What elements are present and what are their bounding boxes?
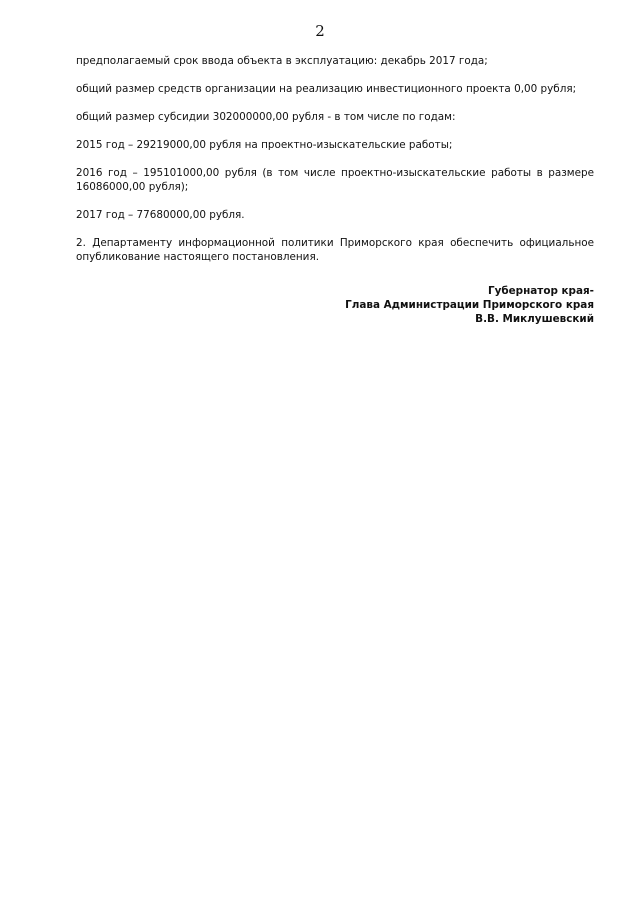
paragraph-organization-funds: общий размер средств организации на реализацию инвестиционного проекта 0,00 рубля; [76, 83, 577, 95]
paragraph-subsidy-total: общий размер субсидии 302000000,00 рубля - в том числе по годам: [76, 111, 456, 123]
paragraph-publication-order: 2. Департаменту информационной политики Приморского края обеспечить официальное опубликование настоящего постановления. [76, 237, 594, 263]
signature-name: В.В. Миклушевский [475, 313, 594, 325]
signature-title: Губернатор края- [487, 285, 594, 297]
paragraph-commissioning-date: предполагаемый срок ввода объекта в эксплуатацию: декабрь 2017 года; [76, 55, 488, 67]
document-body [76, 54, 594, 326]
paragraph-year-2017: 2017 год – 77680000,00 рубля. [76, 209, 245, 221]
paragraph-year-2015: 2015 год – 29219000,00 рубля на проектно-изыскательские работы; [76, 139, 453, 151]
signature-block [76, 284, 594, 326]
signature-position: Глава Администрации Приморского края [345, 299, 594, 311]
paragraph-year-2016: 2016 год – 195101000,00 рубля (в том числе проектно-изыскательские работы в размере 16086000,00 рубля); [76, 167, 594, 193]
page-number: 2 [315, 22, 325, 40]
